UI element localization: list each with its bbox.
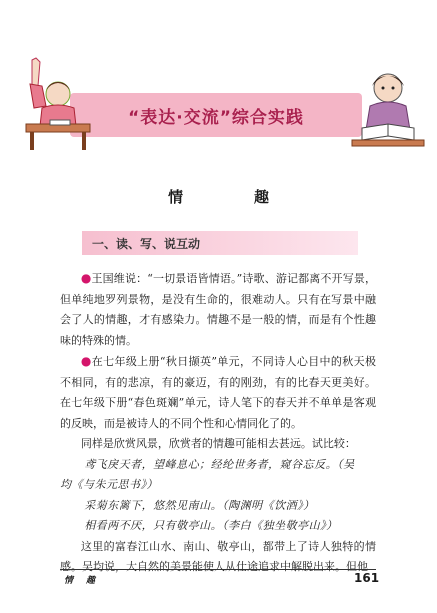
paragraph-4: 这里的富春江山水、南山、敬亭山，都带上了诗人独特的情感。吴均说，大自然的美景能使人从仕途追求中解脱出来。但他	[60, 539, 376, 573]
section-label: 一、读、写、说互动	[92, 237, 201, 251]
page-number: 161	[354, 571, 380, 585]
body-text	[60, 268, 376, 578]
student-raising-hand-icon	[22, 56, 94, 152]
section-heading	[82, 231, 358, 255]
paragraph-2	[60, 351, 376, 434]
quote-1: 鸢飞戾天者，望峰息心；经纶世务者，窥谷忘反。（吴	[84, 457, 355, 471]
footer-running-title: 情 趣	[64, 576, 98, 586]
banner-title: “表达·交流”综合实践	[128, 108, 304, 128]
paragraph-1	[60, 268, 376, 351]
student-with-book-icon	[348, 66, 428, 156]
paragraph-3: 同样是欣赏风景，欣赏者的情趣可能相去甚远。试比较：	[80, 437, 356, 450]
quote-1-continued: 均《与朱元思书》）	[60, 478, 158, 491]
bullet-icon: ●	[80, 354, 92, 368]
quote-3: 相看两不厌，只有敬亭山。（李白《独坐敬亭山》）	[84, 519, 338, 532]
page-title: 情 趣	[167, 188, 297, 206]
footer-rule	[60, 569, 376, 570]
header-banner	[70, 93, 362, 137]
paragraph-1-text: 王国维说：“一切景语皆情语。”诗歌、游记都离不开写景，但单纯地罗列景物，是没有生命的，很难动人。只有在写景中融会了人的情趣，才有感染力。情趣不是一般的情，而是有个性趣味的特殊的情。	[60, 272, 376, 347]
quote-2: 采菊东篱下，悠然见南山。（陶渊明《饮酒》）	[84, 498, 315, 512]
paragraph-2-text: 在七年级上册“秋日撷英”单元，不同诗人心目中的秋天极不相同，有的悲凉，有的豪迈，有的刚劲，有的比春天更美好。在七年级下册“春色斑斓”单元，诗人笔下的春天并不单单是客观的反映，而是被诗人的不同个性和心情同化了的。	[60, 355, 376, 430]
bullet-icon: ●	[80, 271, 92, 285]
